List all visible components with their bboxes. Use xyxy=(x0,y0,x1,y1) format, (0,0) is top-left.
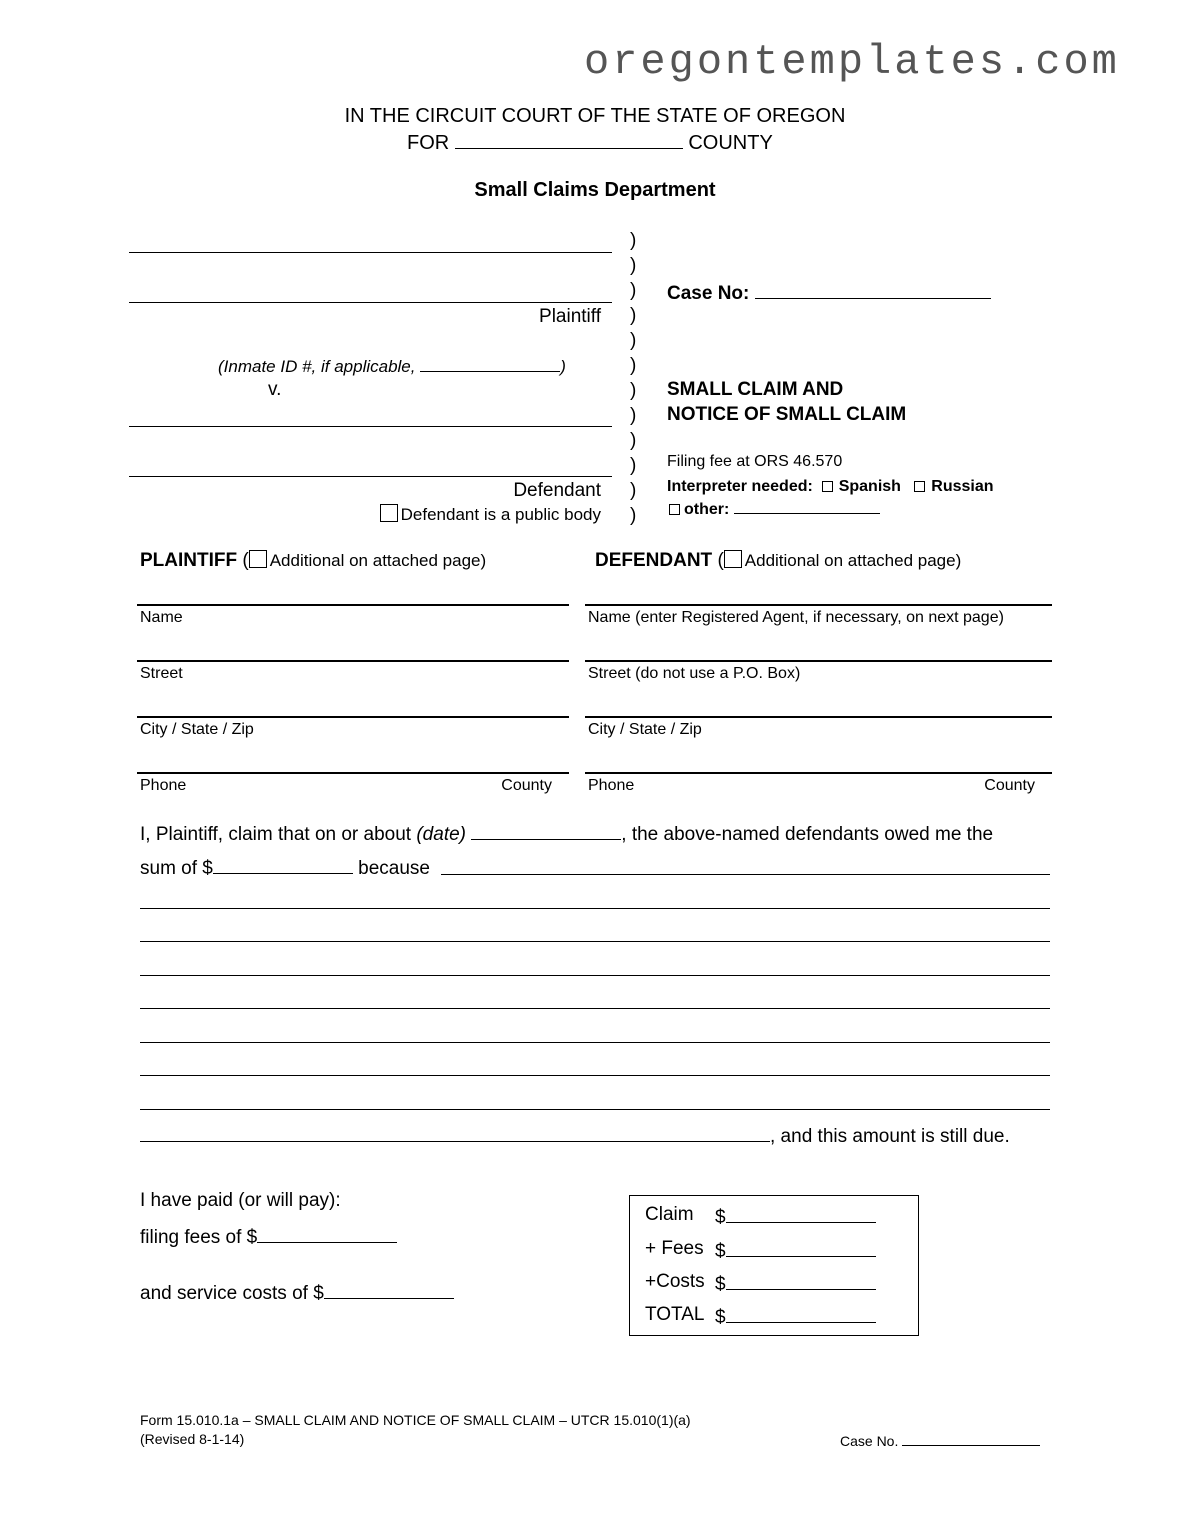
paren: ) xyxy=(630,280,637,301)
defendant-heading: DEFENDANT xyxy=(595,550,713,571)
reason-line[interactable] xyxy=(140,1042,1050,1043)
russian-label: Russian xyxy=(931,478,994,495)
inmate-id-field[interactable] xyxy=(420,353,560,372)
defendant-line-2[interactable] xyxy=(129,476,612,477)
plaintiff-name-field[interactable] xyxy=(137,604,569,606)
reason-line[interactable] xyxy=(140,908,1050,909)
claim-last-line xyxy=(140,1123,1010,1148)
form-number: Form 15.010.1a – SMALL CLAIM AND NOTICE OF SMALL CLAIM – UTCR 15.010(1)(a) xyxy=(140,1412,691,1428)
dollar-sign: $ xyxy=(715,1241,726,1262)
county-line xyxy=(407,130,773,155)
fees-amount-row xyxy=(715,1238,876,1263)
plaintiff-heading-row: PLAINTIFF ( Additional on attached page) xyxy=(140,550,487,571)
form-title-line2: NOTICE OF SMALL CLAIM xyxy=(667,404,907,425)
paren: ) xyxy=(630,480,637,501)
plaintiff-phone-field[interactable] xyxy=(137,772,569,774)
inmate-id xyxy=(218,353,566,377)
because-label: because xyxy=(358,858,430,879)
plaintiff-additional-checkbox[interactable] xyxy=(249,550,267,568)
dollar-sign: $ xyxy=(715,1274,726,1295)
grand-total-label: TOTAL xyxy=(645,1304,705,1325)
reason-line[interactable] xyxy=(441,874,1050,875)
plaintiff-city-label: City / State / Zip xyxy=(140,721,254,738)
plaintiff-label: Plaintiff xyxy=(539,306,601,327)
defendant-label: Defendant xyxy=(513,480,601,501)
plaintiff-line-2[interactable] xyxy=(129,302,612,303)
defendant-county-label: County xyxy=(984,777,1035,794)
paren: ) xyxy=(630,255,637,276)
service-costs-field[interactable] xyxy=(324,1280,454,1299)
revised-date: (Revised 8-1-14) xyxy=(140,1431,245,1447)
county-field[interactable] xyxy=(455,130,683,149)
still-due-text: , and this amount is still due. xyxy=(770,1126,1010,1147)
footer-case-no-field[interactable] xyxy=(902,1431,1040,1446)
interpreter-other xyxy=(669,499,880,519)
case-no-label: Case No: xyxy=(667,283,750,304)
defendant-name-label: Name (enter Registered Agent, if necessary, on next page) xyxy=(588,609,1004,626)
fees-total-label: + Fees xyxy=(645,1238,704,1259)
claim-intro: I, Plaintiff, claim that on or about xyxy=(140,824,412,845)
plaintiff-street-field[interactable] xyxy=(137,660,569,662)
defendant-additional-checkbox[interactable] xyxy=(724,550,742,568)
claim-date-label: (date) xyxy=(416,824,466,845)
footer-case-no xyxy=(840,1431,1040,1449)
costs-amount-field[interactable] xyxy=(726,1271,876,1290)
paren: ) xyxy=(630,455,637,476)
footer-case-no-label: Case No. xyxy=(840,1433,899,1449)
reason-line[interactable] xyxy=(140,1075,1050,1076)
interpreter-label: Interpreter needed: xyxy=(667,478,813,495)
other-label: other: xyxy=(684,501,730,518)
claim-line-1 xyxy=(140,821,993,846)
sum-label: sum of $ xyxy=(140,858,213,879)
interpreter-row xyxy=(667,478,994,496)
other-language-checkbox[interactable] xyxy=(669,504,680,515)
dollar-sign: $ xyxy=(715,1307,726,1328)
form-title-line1: SMALL CLAIM AND xyxy=(667,379,844,400)
defendant-heading-row: DEFENDANT ( Additional on attached page) xyxy=(595,550,962,571)
plaintiff-name-label: Name xyxy=(140,609,183,626)
public-body-checkbox[interactable] xyxy=(380,504,398,522)
paren: ) xyxy=(630,505,637,526)
claim-line-2 xyxy=(140,855,430,880)
paren: ) xyxy=(630,355,637,376)
paren: ) xyxy=(630,330,637,351)
reason-line[interactable] xyxy=(140,941,1050,942)
inmate-id-close: ) xyxy=(560,357,566,376)
for-label: FOR xyxy=(407,132,450,154)
inmate-id-label: (Inmate ID #, if applicable, xyxy=(218,357,416,376)
paren: ) xyxy=(630,305,637,326)
paid-label: I have paid (or will pay): xyxy=(140,1190,341,1211)
defendant-phone-field[interactable] xyxy=(585,772,1052,774)
claim-amount-row xyxy=(715,1204,876,1229)
plaintiff-county-label: County xyxy=(501,777,552,794)
plaintiff-city-field[interactable] xyxy=(137,716,569,718)
defendant-city-field[interactable] xyxy=(585,716,1052,718)
paren: ) xyxy=(630,230,637,251)
versus: v. xyxy=(268,379,282,400)
claim-amount-field[interactable] xyxy=(726,1204,876,1223)
filing-fee-note: Filing fee at ORS 46.570 xyxy=(667,453,843,470)
plaintiff-additional-label: Additional on attached page) xyxy=(269,551,487,570)
defendant-city-label: City / State / Zip xyxy=(588,721,702,738)
public-body-label: Defendant is a public body xyxy=(400,505,601,524)
reason-last-field[interactable] xyxy=(140,1123,770,1142)
filing-fees-label: filing fees of $ xyxy=(140,1227,258,1248)
total-amount-row xyxy=(715,1304,876,1329)
plaintiff-phone-label: Phone xyxy=(140,777,187,794)
costs-total-label: +Costs xyxy=(645,1271,705,1292)
case-no-field[interactable] xyxy=(755,280,991,299)
filing-fees-row xyxy=(140,1224,397,1249)
russian-checkbox[interactable] xyxy=(914,481,925,492)
watermark: oregontemplates.com xyxy=(584,38,1120,86)
department-title: Small Claims Department xyxy=(474,179,716,201)
total-amount-field[interactable] xyxy=(726,1304,876,1323)
plaintiff-heading: PLAINTIFF xyxy=(140,550,238,571)
fees-amount-field[interactable] xyxy=(726,1238,876,1257)
defendant-street-field[interactable] xyxy=(585,660,1052,662)
paren: ) xyxy=(630,380,637,401)
spanish-checkbox[interactable] xyxy=(822,481,833,492)
filing-fees-field[interactable] xyxy=(257,1224,397,1243)
spanish-label: Spanish xyxy=(838,478,901,495)
claim-total-label: Claim xyxy=(645,1204,694,1225)
plaintiff-street-label: Street xyxy=(140,665,183,682)
defendant-name-field[interactable] xyxy=(585,604,1052,606)
other-language-field[interactable] xyxy=(734,499,880,514)
dollar-sign: $ xyxy=(715,1207,726,1228)
claim-owed-text: , the above-named defendants owed me the xyxy=(621,824,994,845)
costs-amount-row xyxy=(715,1271,876,1296)
paren: ) xyxy=(630,405,637,426)
case-number xyxy=(667,280,991,305)
reason-line[interactable] xyxy=(140,975,1050,976)
plaintiff-line-1[interactable] xyxy=(129,252,612,253)
service-costs-label: and service costs of $ xyxy=(140,1283,324,1304)
service-costs-row xyxy=(140,1280,454,1305)
defendant-additional-label: Additional on attached page) xyxy=(744,551,962,570)
reason-line[interactable] xyxy=(140,1008,1050,1009)
court-title: IN THE CIRCUIT COURT OF THE STATE OF OREGON xyxy=(344,105,846,127)
reason-line[interactable] xyxy=(140,1109,1050,1110)
county-label: COUNTY xyxy=(688,132,773,154)
defendant-line-1[interactable] xyxy=(129,426,612,427)
defendant-street-label: Street (do not use a P.O. Box) xyxy=(588,665,801,682)
sum-field[interactable] xyxy=(213,855,353,874)
defendant-phone-label: Phone xyxy=(588,777,635,794)
claim-date-field[interactable] xyxy=(471,821,621,840)
paren: ) xyxy=(630,430,637,451)
public-body-option[interactable] xyxy=(380,504,601,525)
